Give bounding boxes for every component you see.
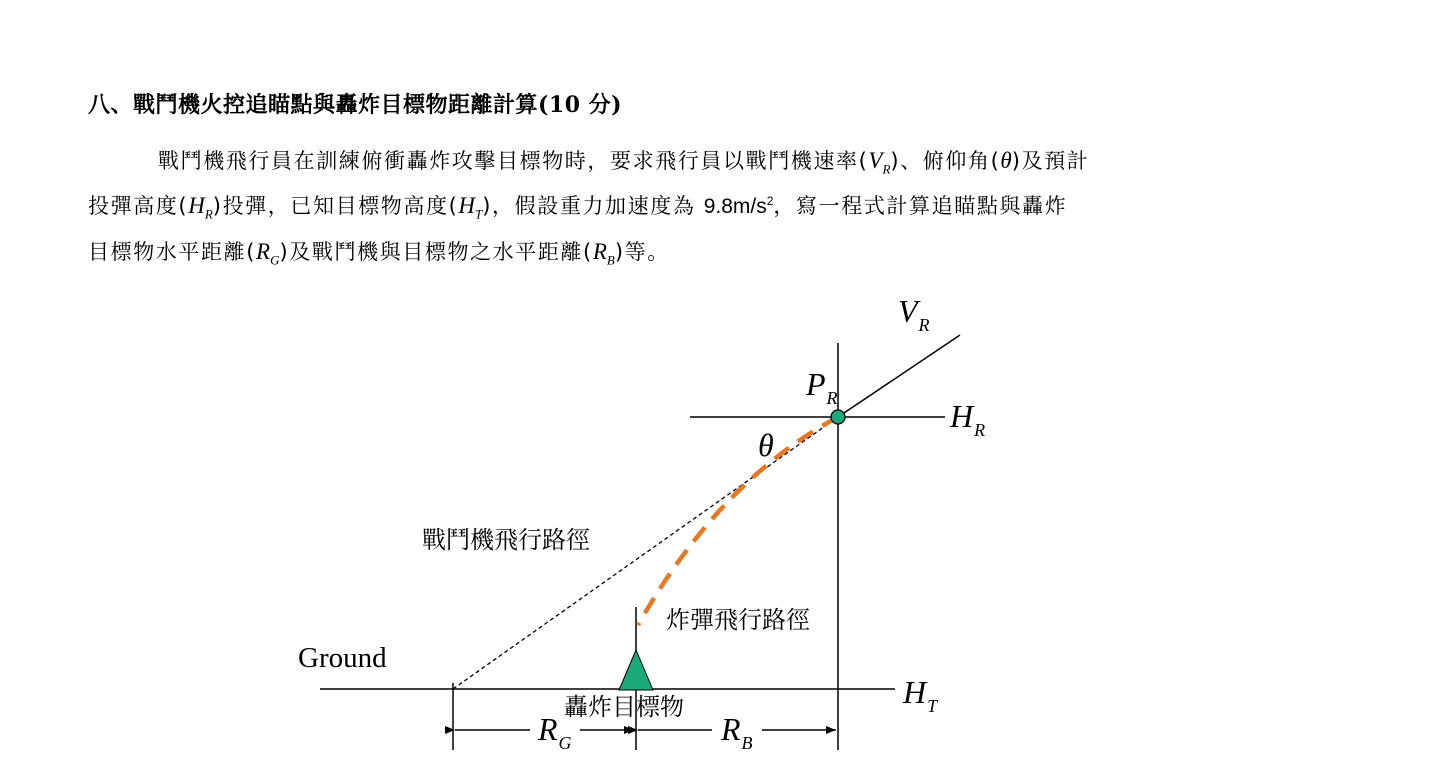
var-main: V [868, 148, 883, 173]
var-sub: R [204, 206, 213, 222]
var-main: H [188, 193, 205, 218]
target-triangle [619, 650, 653, 690]
text: )、俯仰角( [890, 149, 1001, 173]
var-sub: B [606, 252, 615, 268]
rg-label: $R_G$ [538, 711, 572, 753]
text: 目標物水平距離( [88, 240, 256, 264]
var-sub: T [475, 206, 483, 222]
rb-label: $R_B$ [721, 711, 753, 753]
var-sub: G [270, 252, 280, 268]
text: 戰鬥機飛行員在訓練俯衝轟炸攻擊目標物時，要求飛行員以戰鬥機速率( [158, 149, 869, 173]
pr-label: $P_R$ [806, 366, 838, 408]
gravity-base: 9.8m/s [703, 195, 767, 218]
velocity-line [838, 335, 960, 417]
var-main: R [592, 239, 607, 264]
ground-label: Ground [298, 642, 387, 674]
hr-label: $H_R$ [950, 398, 986, 440]
fighter-path-label: 戰鬥機飛行路徑 [422, 526, 590, 554]
question-heading: 八、戰鬥機火控追瞄點與轟炸目標物距離計算(10 分) [88, 92, 623, 118]
text: )等。 [614, 240, 670, 264]
text: 投彈高度( [88, 194, 189, 218]
text: )及預計 [1011, 149, 1090, 173]
text: )，假設重力加速度為 [482, 194, 704, 218]
bomb-path-label: 炸彈飛行路徑 [666, 606, 810, 634]
text: )投彈，已知目標物高度( [212, 194, 459, 218]
var-main: R [256, 239, 271, 264]
gravity-exponent: 2 [766, 194, 774, 208]
text: )及戰鬥機與目標物之水平距離( [279, 240, 593, 264]
bomb-flight-path [638, 417, 838, 625]
target-label: 轟炸目標物 [564, 693, 684, 721]
vr-label: $V_R$ [898, 293, 930, 335]
theta-label: θ [758, 427, 774, 463]
ht-label: $H_T$ [903, 674, 938, 716]
release-point-marker [831, 410, 845, 424]
var-main: H [458, 193, 475, 218]
text: ，寫一程式計算追瞄點與轟炸 [773, 194, 1068, 218]
var-sub: R [882, 161, 891, 177]
var-theta: θ [1000, 148, 1012, 173]
